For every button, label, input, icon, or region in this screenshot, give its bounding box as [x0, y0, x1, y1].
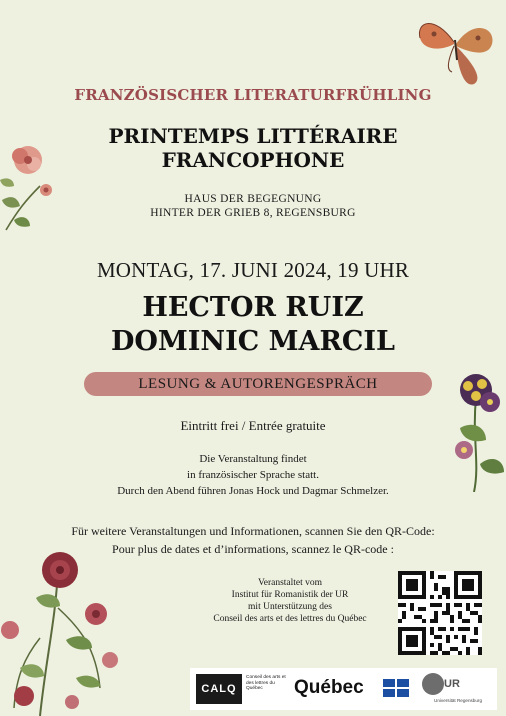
- qr-info-german: Für weitere Veranstaltungen und Informationen, scannen Sie den QR-Code:: [71, 524, 435, 538]
- event-date: MONTAG, 17. JUNI 2024, 19 UHR: [96, 258, 410, 282]
- venue-name: HAUS DER BEGEGNUNG: [184, 193, 322, 205]
- ur-logo-icon: [422, 673, 444, 695]
- organizer-line: Institut für Romanistik der UR: [231, 590, 349, 600]
- ur-logo-text: UR: [444, 678, 460, 690]
- butterfly-icon: [414, 8, 498, 88]
- event-type-badge: LESUNG & AUTORENGESPRÄCH: [84, 372, 432, 396]
- event-description: [0, 451, 506, 499]
- qr-info-french: Pour plus de dates et d’informations, scannez le QR-code :: [112, 542, 394, 556]
- description-line: Die Veranstaltung findet: [199, 453, 307, 465]
- quebec-flag-icon: [383, 679, 409, 697]
- event-title: [0, 124, 506, 172]
- qr-info-text: [0, 522, 506, 558]
- ur-logo-subtitle: Universität Regensburg: [434, 698, 483, 703]
- entry-info: Eintritt frei / Entrée gratuite: [180, 418, 326, 433]
- description-line: Durch den Abend führen Jonas Hock und Dagmar Schmelzer.: [117, 485, 389, 497]
- authors: [0, 291, 506, 359]
- sponsor-logos: [190, 668, 497, 710]
- event-series-kicker: FRANZÖSISCHER LITERATURFRÜHLING: [74, 86, 432, 104]
- venue-address: [0, 192, 506, 220]
- qr-code-icon[interactable]: [398, 571, 482, 655]
- organizer-line: mit Unterstützung des: [248, 602, 332, 612]
- organizer-line: Conseil des arts et des lettres du Québec: [213, 614, 367, 624]
- calq-logo: [196, 674, 242, 704]
- flower-icon: [0, 548, 136, 716]
- calq-logo-text: CALQ: [201, 683, 237, 695]
- calq-logo-subtitle: Conseil des arts et des lettres du Québec: [246, 675, 286, 692]
- description-line: in französischer Sprache statt.: [187, 469, 319, 481]
- organizer-info: [190, 577, 390, 625]
- event-title-line-1: PRINTEMPS LITTÉRAIRE: [108, 124, 398, 148]
- author-name: HECTOR RUIZ: [142, 292, 364, 323]
- quebec-logo-text: Québec: [294, 677, 364, 698]
- author-name: DOMINIC MARCIL: [110, 326, 396, 357]
- venue-street: HINTER DER GRIEB 8, REGENSBURG: [150, 207, 356, 219]
- organizer-line: Veranstaltet vom: [257, 578, 323, 588]
- event-title-line-2: FRANCOPHONE: [161, 148, 345, 172]
